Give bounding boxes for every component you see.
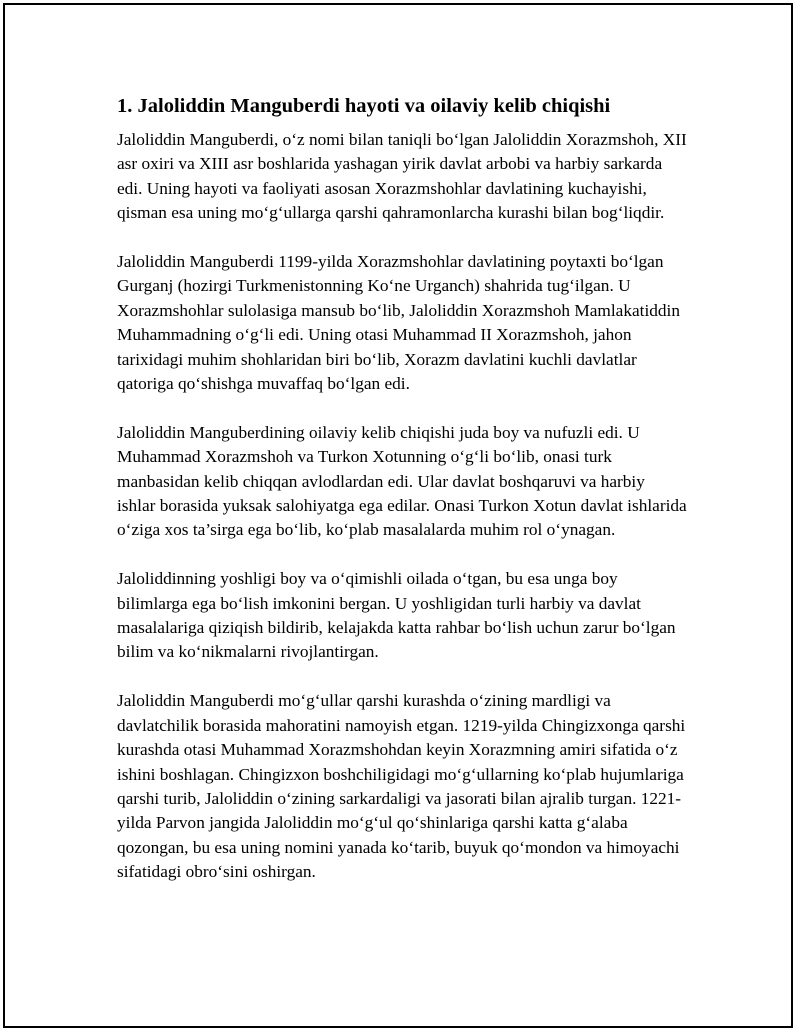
paragraph-youth: Jaloliddinning yoshligi boy va o‘qimishli oilada o‘tgan, bu esa unga boy bilimlarga ega bo‘lish imkonini bergan. U yoshligidan turli harbiy va davlat masalalariga qiziqish bildirib, kelajakda katta rahbar bo‘lish uchun zarur bo‘lgan bilim va ko‘nikmalarni rivojlantirgan. <box>117 569 676 662</box>
paragraph-family: Jaloliddin Manguberdining oilaviy kelib chiqishi juda boy va nufuzli edi. U Muhammad Xorazmshoh va Turkon Xotunning o‘g‘li bo‘lib, onasi turk manbasidan kelib chiqqan avlodlardan edi. Ular davlat boshqaruvi va harbiy ishlar borasida yuksak salohiyatga ega edilar. Onasi Turkon Xotun davlat ishlarida o‘ziga xos ta’sirga ega bo‘lib, ko‘plab masalalarda muhim rol o‘ynagan. <box>117 422 687 540</box>
paragraph-intro: Jaloliddin Manguberdi, o‘z nomi bilan taniqli bo‘lgan Jaloliddin Xorazmshoh, XII asr oxiri va XIII asr boshlarida yashagan yirik davlat arbobi va harbiy sarkarda edi. Uning hayoti va faoliyati asosan Xorazmshohlar davlatining kuchayishi, qisman esa uning mo‘g‘ullarga qarshi qahramonlarcha kurashi bilan bog‘liqdir. <box>117 130 687 223</box>
document-body <box>117 92 687 909</box>
paragraph-birth: Jaloliddin Manguberdi 1199-yilda Xorazmshohlar davlatining poytaxti bo‘lgan Gurganj (hozirgi Turkmenistonning Ko‘ne Urganch) shahrida tug‘ilgan. U Xorazmshohlar sulolasiga mansub bo‘lib, Jaloliddin Xorazmshoh Mamlakatiddin Muhammadning o‘g‘li edi. Uning otasi Muhammad II Xorazmshoh, jahon tarixidagi muhim shohlaridan biri bo‘lib, Xorazm davlatini kuchli davlatlar qatoriga qo‘shishga muvaffaq bo‘lgan edi. <box>117 252 680 394</box>
paragraph-battles: Jaloliddin Manguberdi mo‘g‘ullar qarshi kurashda o‘zining mardligi va davlatchilik borasida mahoratini namoyish etgan. 1219-yilda Chingizxonga qarshi kurashda otasi Muhammad Xorazmshohdan keyin Xorazmning amiri sifatida o‘z ishini boshlagan. Chingizxon boshchiligidagi mo‘g‘ullarning ko‘plab hujumlariga qarshi turib, Jaloliddin o‘zining sarkardaligi va jasorati bilan ajralib turgan. 1221-yilda Parvon jangida Jaloliddin mo‘g‘ul qo‘shinlariga qarshi katta g‘alaba qozongan, bu esa uning nomini yanada ko‘tarib, buyuk qo‘mondon va himoyachi sifatidagi obro‘sini oshirgan. <box>117 691 686 882</box>
section-heading: 1. Jaloliddin Manguberdi hayoti va oilaviy kelib chiqishi <box>117 95 611 117</box>
